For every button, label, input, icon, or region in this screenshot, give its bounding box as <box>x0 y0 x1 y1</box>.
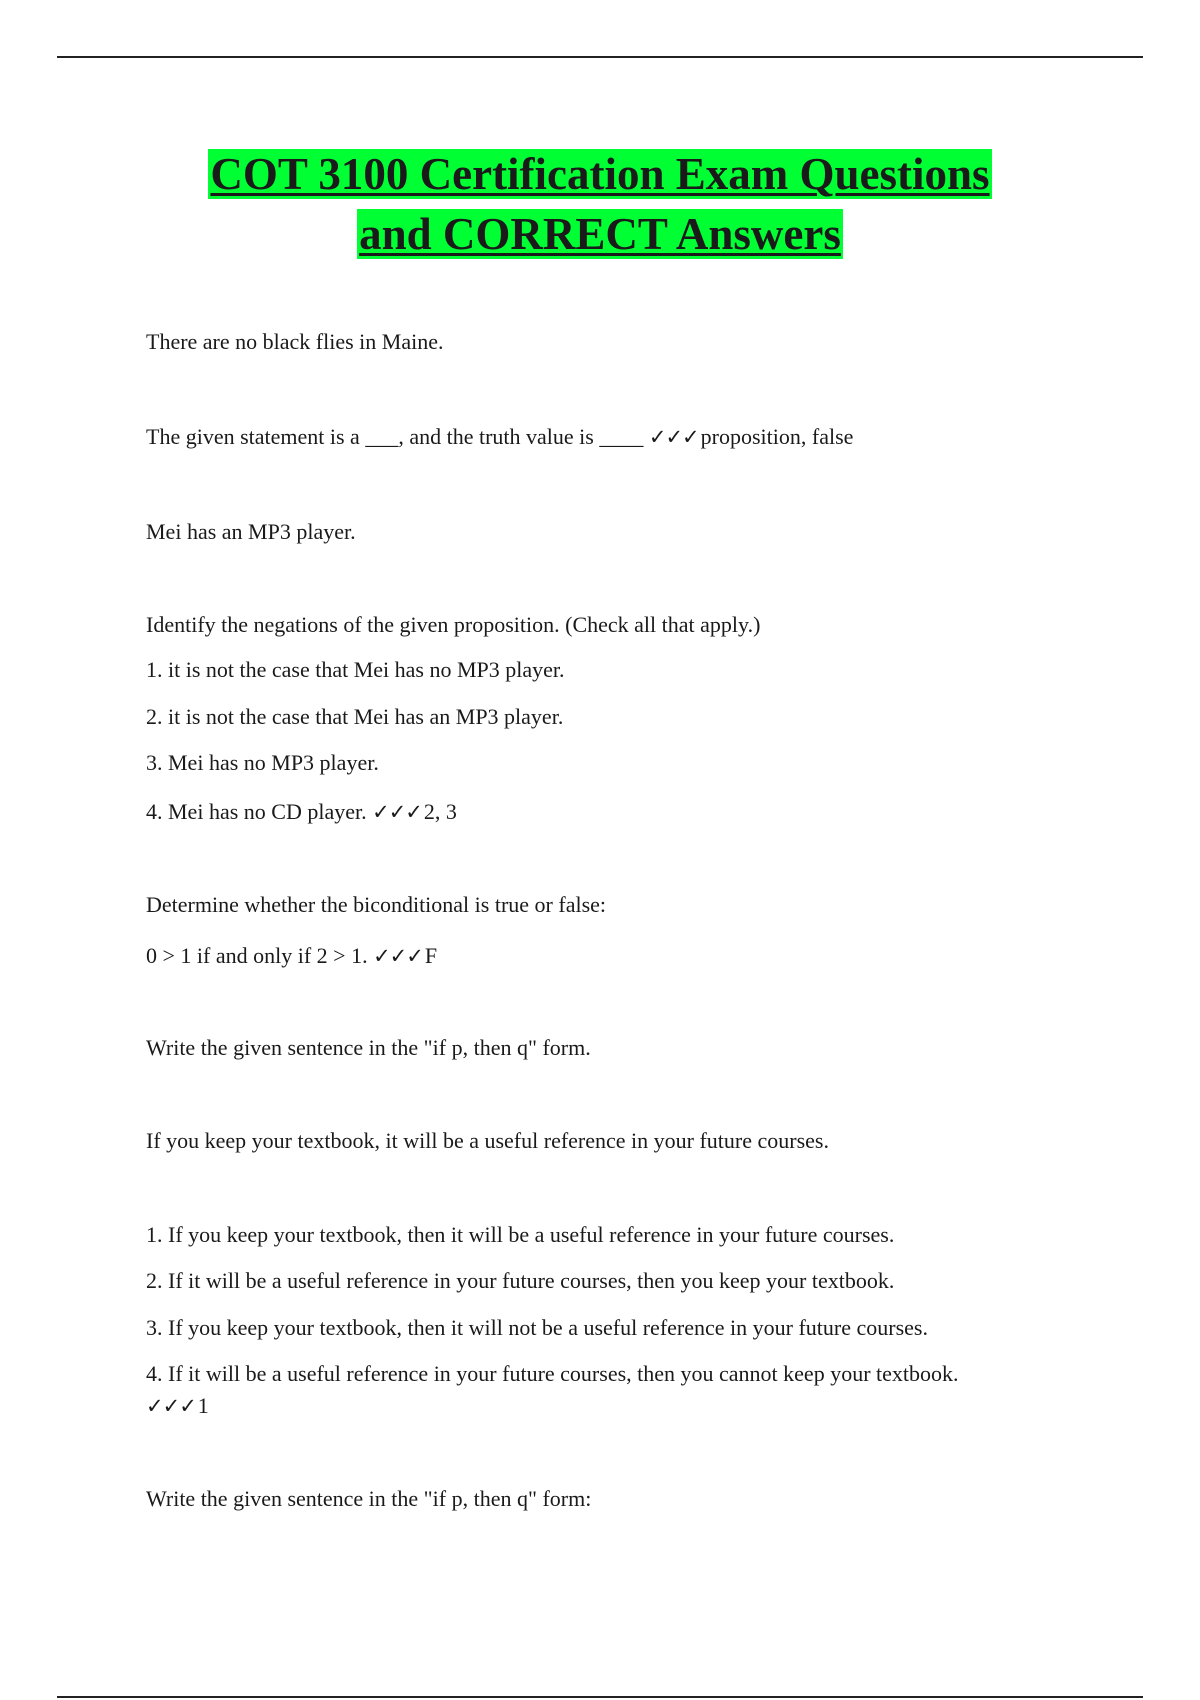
q4-answer-line <box>146 1390 209 1422</box>
check-icon: ✓✓✓ <box>146 1394 196 1418</box>
top-rule <box>57 56 1143 58</box>
q4-statement: If you keep your textbook, it will be a useful reference in your future courses. <box>146 1128 829 1153</box>
q2-option-1: 1. it is not the case that Mei has no MP3 player. <box>146 657 565 682</box>
q1-prompt-line <box>146 421 853 453</box>
q4-option-3: 3. If you keep your textbook, then it will not be a useful reference in your future courses. <box>146 1315 928 1340</box>
q2-statement: Mei has an MP3 player. <box>146 519 356 544</box>
q2-option-3: 3. Mei has no MP3 player. <box>146 750 379 775</box>
document-title <box>100 144 1100 264</box>
q2-option-4-line <box>146 796 457 828</box>
check-icon: ✓✓✓ <box>372 800 422 824</box>
check-icon: ✓✓✓ <box>373 944 423 968</box>
q3-statement-line <box>146 940 437 972</box>
q1-statement: There are no black flies in Maine. <box>146 329 444 354</box>
q2-option-2: 2. it is not the case that Mei has an MP3 player. <box>146 704 564 729</box>
q5-prompt: Write the given sentence in the "if p, then q" form: <box>146 1486 592 1511</box>
q1-answer: proposition, false <box>700 424 854 449</box>
check-icon: ✓✓✓ <box>648 425 699 449</box>
q2-answer: 2, 3 <box>423 799 457 824</box>
q4-prompt: Write the given sentence in the "if p, then q" form. <box>146 1035 591 1060</box>
q2-option-4: 4. Mei has no CD player. <box>146 799 367 824</box>
bottom-rule <box>57 1696 1143 1698</box>
q3-answer: F <box>424 943 438 968</box>
q4-option-2: 2. If it will be a useful reference in your future courses, then you keep your textbook. <box>146 1268 895 1293</box>
q4-answer: 1 <box>197 1393 209 1418</box>
q4-option-4: 4. If it will be a useful reference in your future courses, then you cannot keep your textbook. <box>146 1361 959 1386</box>
q1-prompt: The given statement is a ___, and the truth value is ____ <box>146 424 644 449</box>
q3-statement: 0 > 1 if and only if 2 > 1. <box>146 943 368 968</box>
q4-option-1: 1. If you keep your textbook, then it will be a useful reference in your future courses. <box>146 1222 895 1247</box>
title-line-1: COT 3100 Certification Exam Questions <box>210 149 990 199</box>
q3-prompt: Determine whether the biconditional is true or false: <box>146 892 607 917</box>
title-line-2: and CORRECT Answers <box>359 209 841 259</box>
q2-prompt: Identify the negations of the given proposition. (Check all that apply.) <box>146 612 761 637</box>
